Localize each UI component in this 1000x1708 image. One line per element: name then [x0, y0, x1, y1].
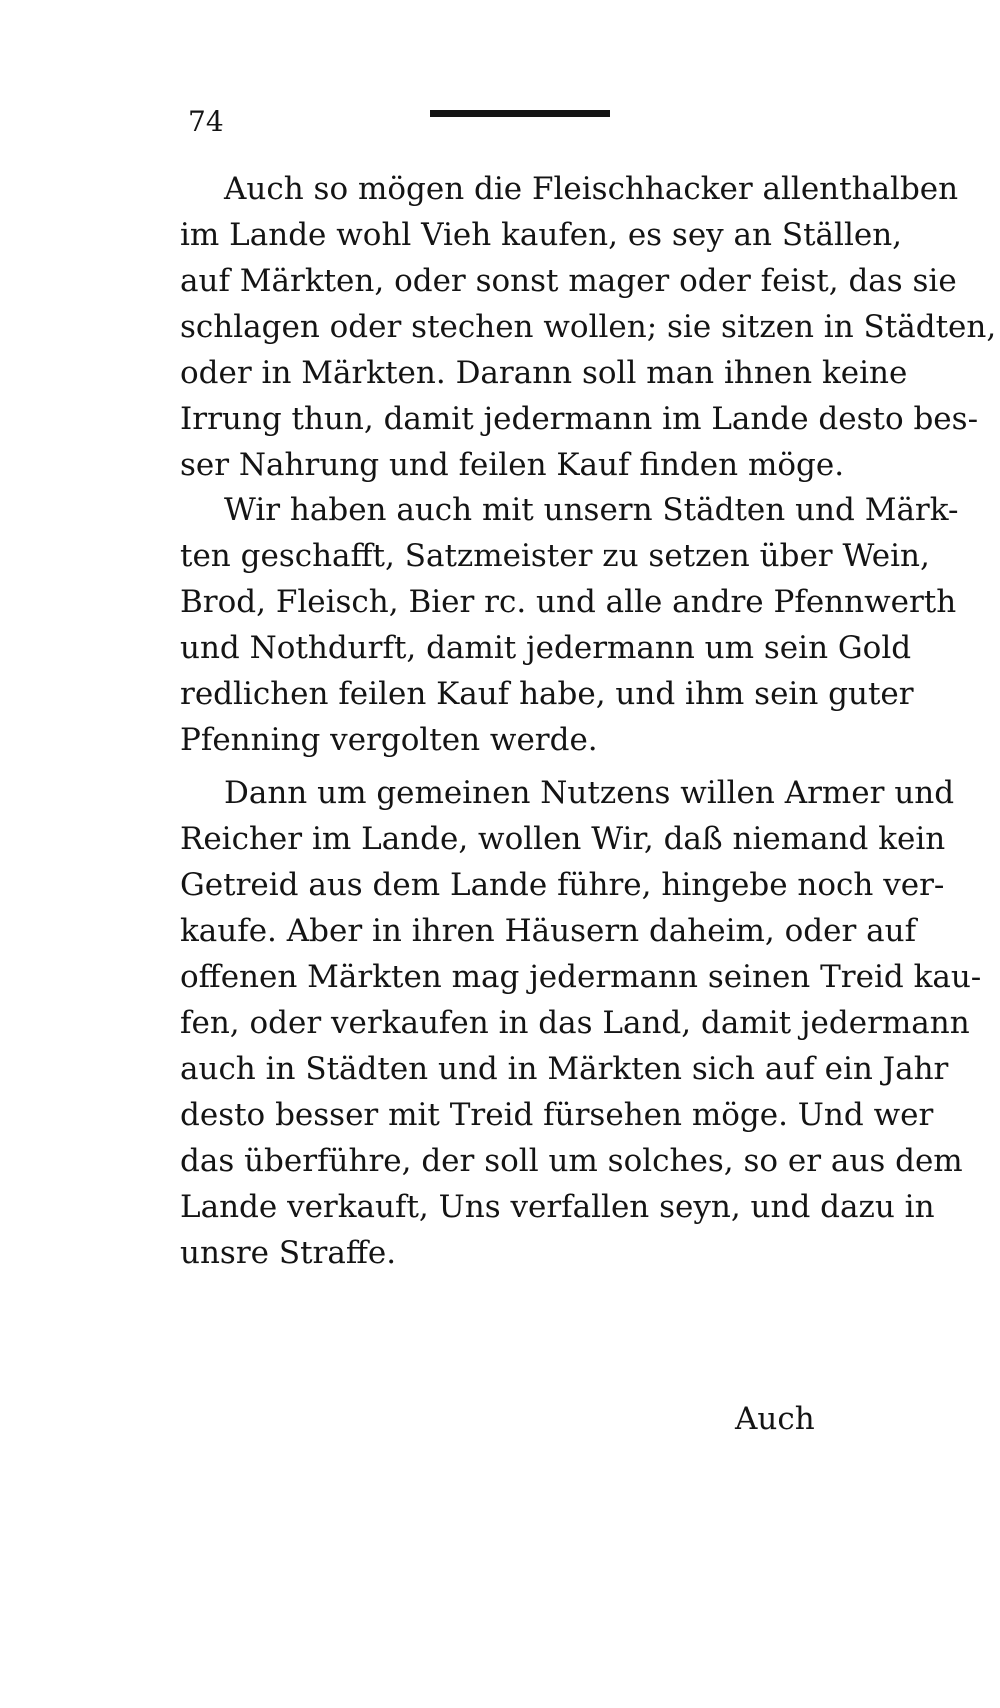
text-line: desto besser mit Treid fürsehen möge. Und wer	[180, 1097, 934, 1133]
text-line: auch in Städten und in Märkten sich auf ein Jahr	[180, 1051, 949, 1087]
paragraph-1	[180, 166, 997, 488]
text-line: Reicher im Lande, wollen Wir, daß niemand kein	[180, 821, 946, 857]
text-line: unsre Straffe.	[180, 1235, 397, 1271]
paragraph-3	[180, 770, 982, 1276]
text-line: Dann um gemeinen Nutzens willen Armer und	[224, 775, 955, 811]
text-line: redlichen feilen Kauf habe, und ihm sein guter	[180, 676, 914, 712]
text-line: Irrung thun, damit jedermann im Lande desto bes-	[180, 401, 979, 437]
text-line: auf Märkten, oder sonst mager oder feist, das sie	[180, 263, 957, 299]
text-line: im Lande wohl Vieh kaufen, es sey an Ställen,	[180, 217, 903, 253]
text-line: Wir haben auch mit unsern Städten und Märk-	[224, 492, 959, 528]
text-line: ser Nahrung und feilen Kauf finden möge.	[180, 447, 845, 483]
text-line: schlagen oder stechen wollen; sie sitzen in Städten,	[180, 309, 997, 345]
text-line: ten geschafft, Satzmeister zu setzen über Wein,	[180, 538, 930, 574]
text-line: oder in Märkten. Darann soll man ihnen keine	[180, 355, 908, 391]
text-line: das überführe, der soll um solches, so er aus dem	[180, 1143, 963, 1179]
text-line: Pfenning vergolten werde.	[180, 722, 598, 758]
catchword: Auch	[735, 1401, 815, 1437]
paragraph-2	[180, 487, 959, 763]
text-line: und Nothdurft, damit jedermann um sein Gold	[180, 630, 912, 666]
text-line: Auch so mögen die Fleischhacker allenthalben	[224, 171, 959, 207]
text-line: fen, oder verkaufen in das Land, damit jedermann	[180, 1005, 970, 1041]
text-line: kaufe. Aber in ihren Häusern daheim, oder auf	[180, 913, 917, 949]
text-line: offenen Märkten mag jedermann seinen Treid kau-	[180, 959, 982, 995]
text-line: Getreid aus dem Lande führe, hingebe noch ver-	[180, 867, 945, 903]
text-line: Lande verkauft, Uns verfallen seyn, und dazu in	[180, 1189, 935, 1225]
header-rule	[430, 110, 610, 117]
text-line: Brod, Fleisch, Bier rc. und alle andre Pfennwerth	[180, 584, 957, 620]
page-header	[180, 100, 820, 150]
page-number: 74	[188, 105, 224, 138]
